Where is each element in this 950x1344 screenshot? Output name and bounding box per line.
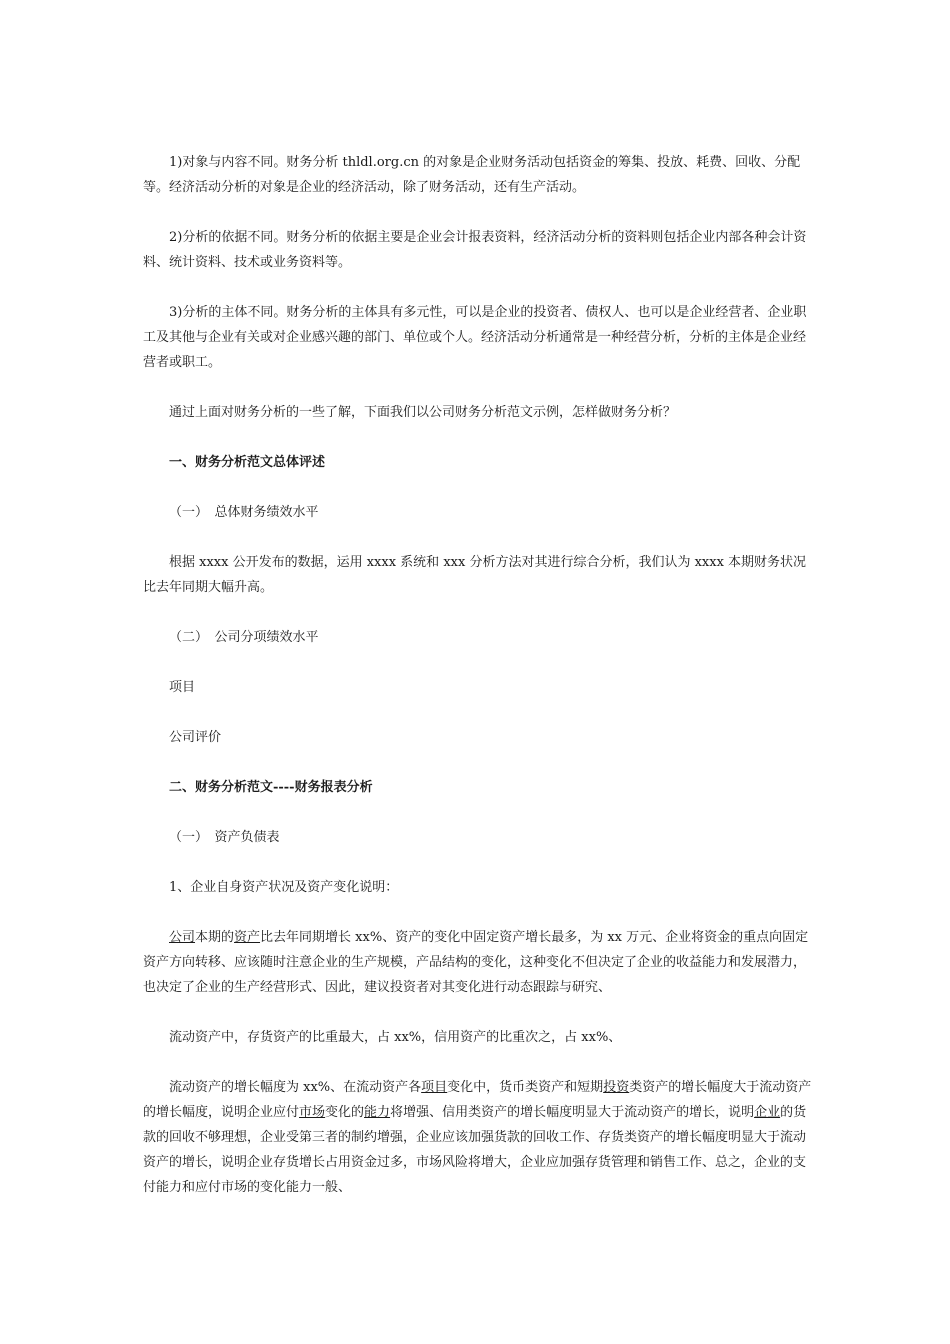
- paragraph-basis-difference: 2)分析的依据不同。财务分析的依据主要是企业会计报表资料，经济活动分析的资料则包括企业内部各种会计资料、统计资料、技术或业务资料等。: [143, 230, 807, 270]
- link-ability[interactable]: 能力: [364, 1105, 391, 1120]
- subheading-balance-sheet: （一） 资产负债表: [169, 830, 280, 845]
- heading-statement-analysis: 二、财务分析范文----财务报表分析: [169, 780, 373, 795]
- text-span: 变化中，货币类资产和短期: [447, 1080, 604, 1095]
- text-span: 比去年同期增长 xx%、资产的变化中固定资产增长最多，为 xx 万元、企业将资金的重点向固定资产方向转移、应该随时注意企业的生产规模，产品结构的变化，这种变化不但决定了企业的收益能力和发展潜力，也决定了企业的生产经营形式、因此，建议投资者对其变化进行动态跟踪与研究、: [143, 930, 809, 995]
- link-assets[interactable]: 资产: [234, 930, 261, 945]
- paragraph-subject-difference: 3)分析的主体不同。财务分析的主体具有多元性，可以是企业的投资者、债权人、也可以是企业经营者、企业职工及其他与企业有关或对企业感兴趣的部门、单位或个人。经济活动分析通常是一种经营分析，分析的主体是企业经营者或职工。: [143, 305, 807, 370]
- text-span: 流动资产的增长幅度为 xx%、在流动资产各: [169, 1080, 422, 1095]
- link-project[interactable]: 项目: [421, 1080, 448, 1095]
- numbered-asset-status: 1、企业自身资产状况及资产变化说明：: [169, 880, 399, 895]
- label-company-evaluation: 公司评价: [169, 730, 222, 745]
- link-investment[interactable]: 投资: [603, 1080, 630, 1095]
- link-market[interactable]: 市场: [299, 1105, 326, 1120]
- paragraph-intro: 通过上面对财务分析的一些了解，下面我们以公司财务分析范文示例，怎样做财务分析？: [169, 405, 677, 420]
- text-span: 的货款的回收不够理想，企业受第三者的制约增强，企业应该加强货款的回收工作、存货类资产的增长幅度明显大于流动资产的增长，说明企业存货增长占用资金过多，市场风险将增大，企业应加强存货管理和销售工作、总之，企业的支付能力和应付市场的变化能力一般、: [143, 1105, 807, 1195]
- paragraph-overall-analysis: 根据 xxxx 公开发布的数据，运用 xxxx 系统和 xxx 分析方法对其进行综合分析，我们认为 xxxx 本期财务状况比去年同期大幅升高。: [143, 555, 807, 595]
- document-body: [143, 150, 813, 1200]
- text-span: 本期的: [195, 930, 235, 945]
- text-span: 变化的: [325, 1105, 365, 1120]
- link-company[interactable]: 公司: [169, 930, 196, 945]
- paragraph-current-assets-ratio: 流动资产中，存货资产的比重最大，占 xx%，信用资产的比重次之，占 xx%、: [169, 1030, 622, 1045]
- link-enterprise[interactable]: 企业: [754, 1105, 781, 1120]
- paragraph-object-difference: 1)对象与内容不同。财务分析 thldl.org.cn 的对象是企业财务活动包括资金的筹集、投放、耗费、回收、分配等。经济活动分析的对象是企业的经济活动，除了财务活动，还有生产活动。: [143, 155, 801, 195]
- text-span: 类资产的增长幅度大于流动资产的增长幅度，说明企业应付: [143, 1080, 812, 1120]
- subheading-itemized-performance: （二） 公司分项绩效水平: [169, 630, 319, 645]
- label-item: 项目: [169, 680, 196, 695]
- paragraph-asset-change: [143, 925, 813, 1000]
- heading-overall-review: 一、财务分析范文总体评述: [169, 455, 326, 470]
- paragraph-current-assets-growth: [143, 1075, 813, 1200]
- subheading-overall-performance: （一） 总体财务绩效水平: [169, 505, 319, 520]
- text-span: 将增强、信用类资产的增长幅度明显大于流动资产的增长，说明: [390, 1105, 755, 1120]
